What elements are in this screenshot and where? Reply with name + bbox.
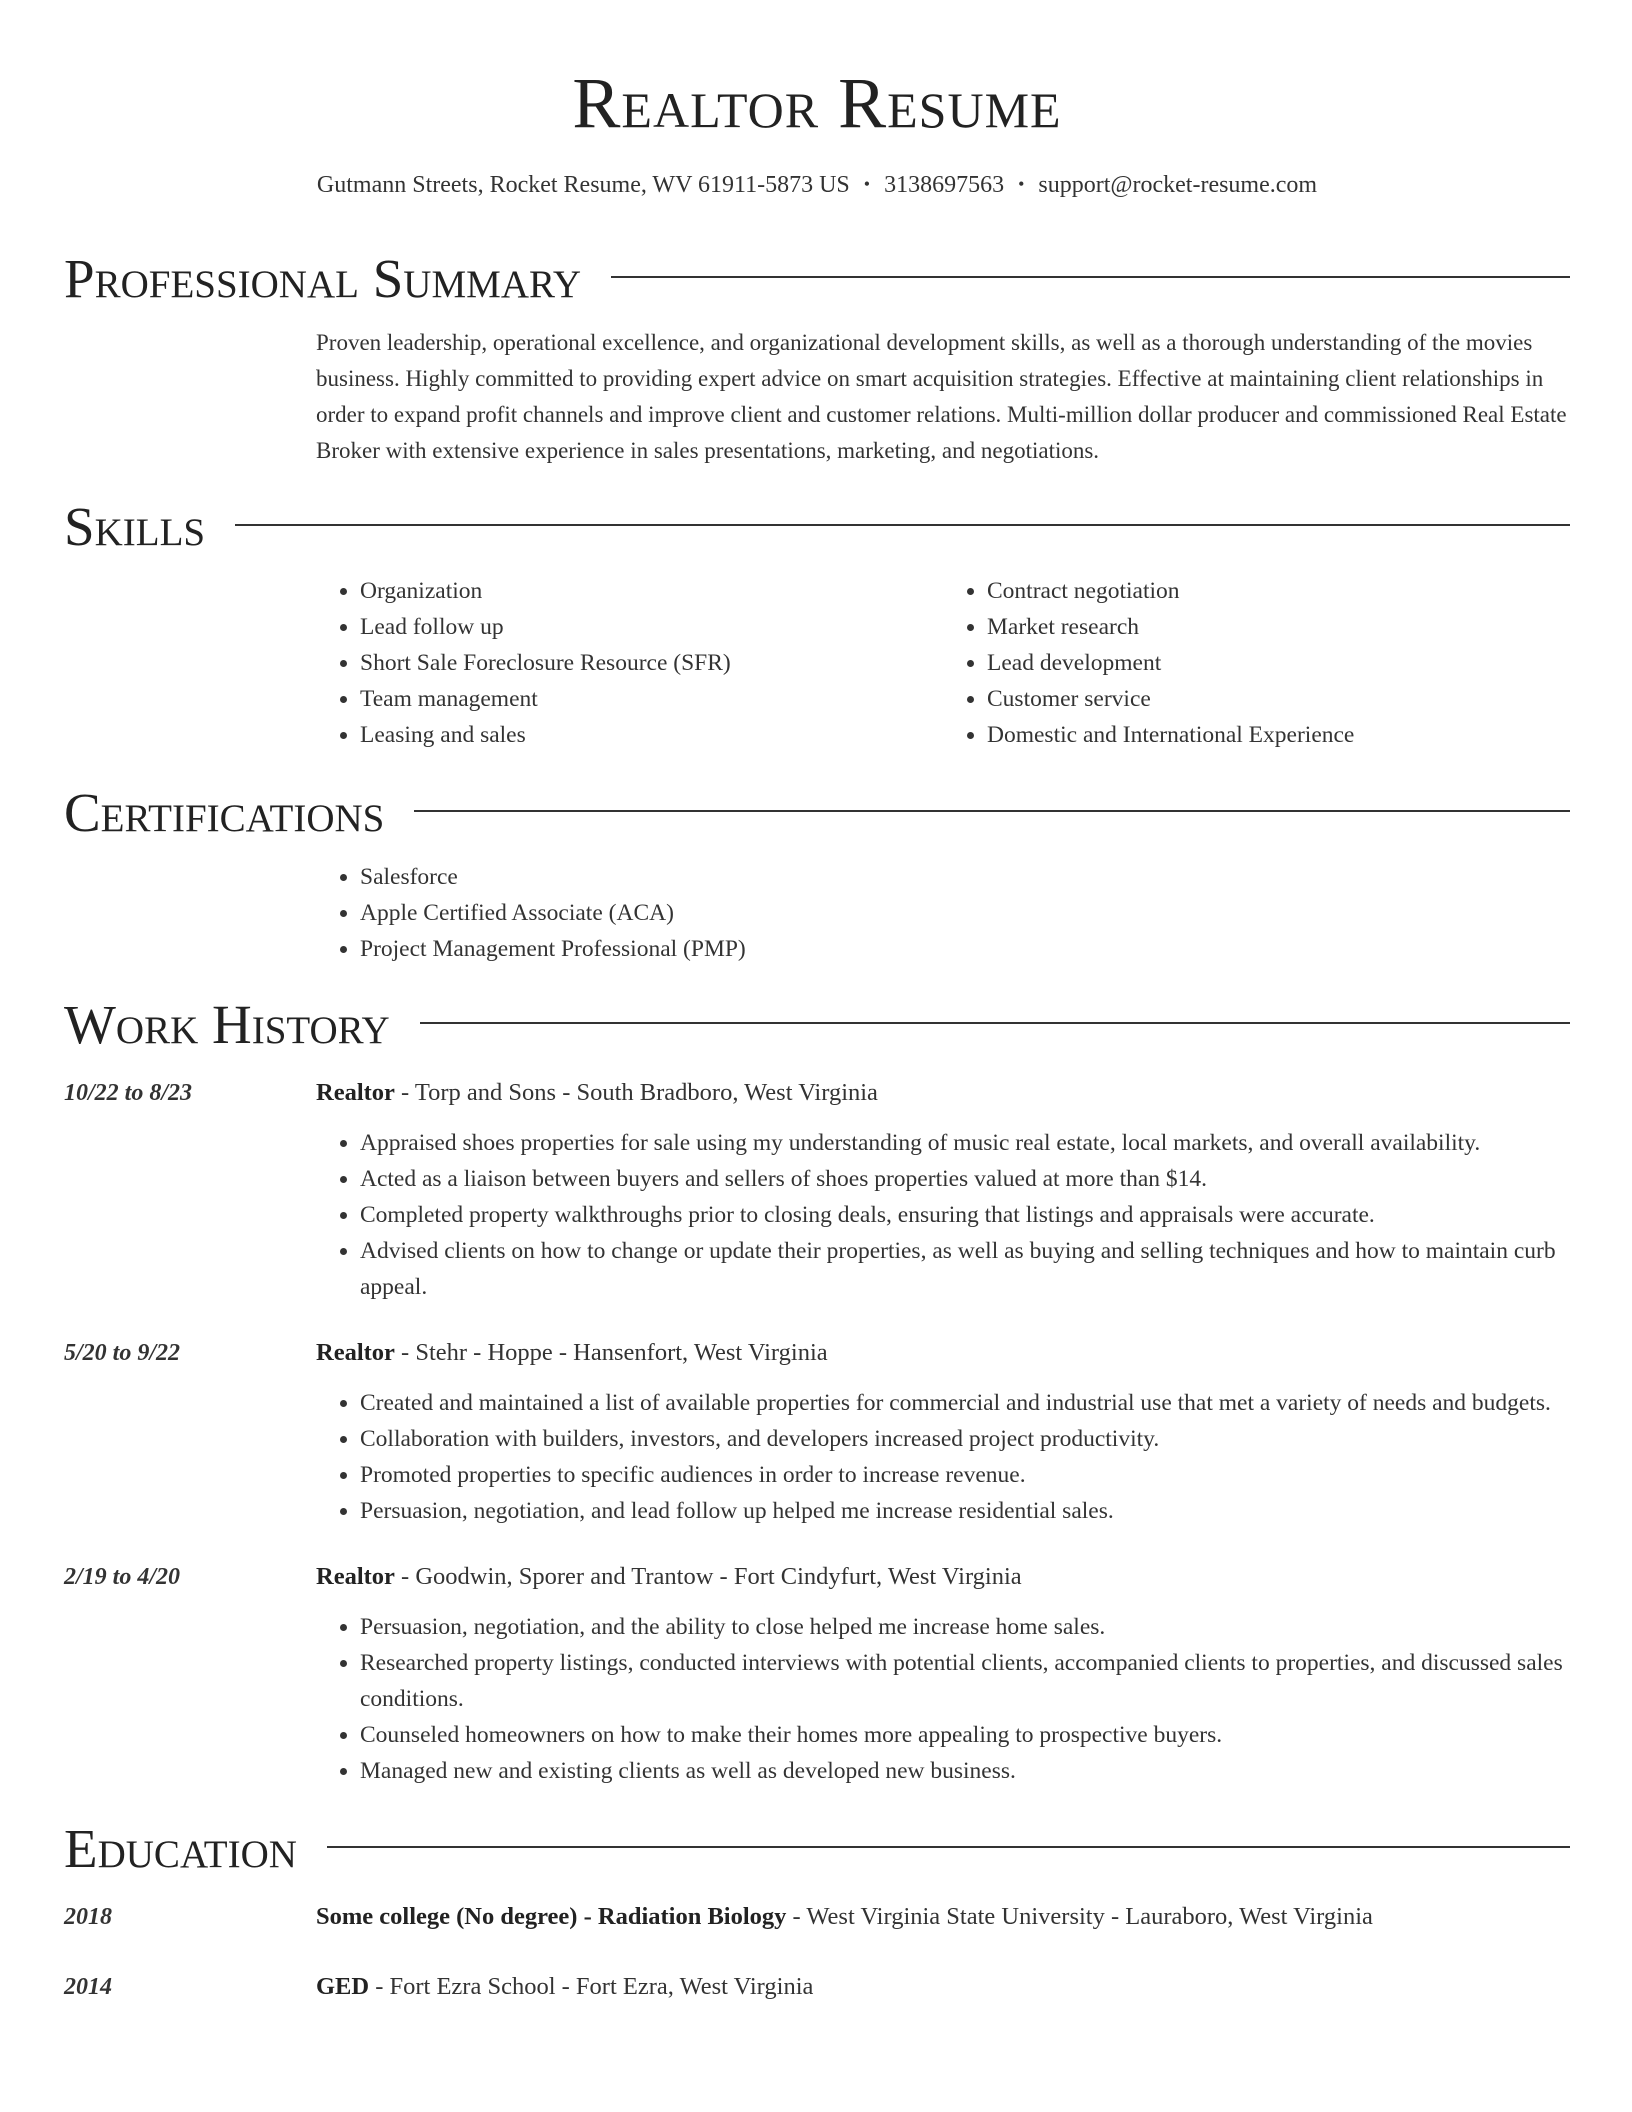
job-bullet: • Promoted properties to specific audiences in order to increase revenue. bbox=[360, 1457, 1570, 1493]
skill-item: • Lead follow up bbox=[360, 609, 943, 645]
job-entry bbox=[64, 1559, 1570, 1789]
skills-section-header bbox=[64, 495, 1570, 559]
education-degree: Some college (No degree) - Radiation Biology bbox=[316, 1903, 787, 1930]
skills-column-right bbox=[943, 573, 1570, 753]
section-divider bbox=[327, 1846, 1570, 1848]
job-bullet: • Acted as a liaison between buyers and sellers of shoes properties valued at more than $14. bbox=[360, 1161, 1570, 1197]
education-details: - West Virginia State University - Lauraboro, West Virginia bbox=[786, 1903, 1373, 1930]
skills-list bbox=[316, 573, 1570, 753]
contact-phone: 3138697563 bbox=[884, 172, 1005, 198]
certifications-section-header bbox=[64, 781, 1570, 845]
job-bullets bbox=[316, 1609, 1570, 1789]
job-entry bbox=[64, 1075, 1570, 1305]
contact-separator: • bbox=[863, 174, 871, 194]
job-title bbox=[316, 1075, 1570, 1111]
skill-item: • Contract negotiation bbox=[987, 573, 1570, 609]
section-divider bbox=[611, 276, 1570, 278]
job-bullet: • Persuasion, negotiation, and lead follow up helped me increase residential sales. bbox=[360, 1493, 1570, 1529]
contact-address: Gutmann Streets, Rocket Resume, WV 61911-5873 US bbox=[316, 172, 850, 198]
job-bullet: • Created and maintained a list of available properties for commercial and industrial use that met a variety of needs and budgets. bbox=[360, 1385, 1570, 1421]
section-divider bbox=[420, 1022, 1570, 1024]
skill-item: • Short Sale Foreclosure Resource (SFR) bbox=[360, 645, 943, 681]
skill-item: • Organization bbox=[360, 573, 943, 609]
skills-column-left bbox=[316, 573, 943, 753]
job-bullet: • Persuasion, negotiation, and the ability to close helped me increase home sales. bbox=[360, 1609, 1570, 1645]
job-details: - Stehr - Hoppe - Hansenfort, West Virginia bbox=[394, 1339, 828, 1366]
contact-email: support@rocket-resume.com bbox=[1038, 172, 1318, 198]
education-entry bbox=[64, 1969, 1570, 2005]
job-title bbox=[316, 1335, 1570, 1371]
education-degree: GED bbox=[316, 1973, 370, 2000]
certifications-list bbox=[316, 859, 1570, 967]
section-divider bbox=[235, 524, 1570, 526]
job-entry bbox=[64, 1335, 1570, 1529]
job-bullet: • Appraised shoes properties for sale using my understanding of music real estate, local markets, and overall availability. bbox=[360, 1125, 1570, 1161]
certification-item: • Apple Certified Associate (ACA) bbox=[360, 895, 1570, 931]
education-date: 2014 bbox=[64, 1974, 112, 2000]
job-bullet: • Advised clients on how to change or update their properties, as well as buying and selling techniques and how to maintain curb appeal. bbox=[360, 1233, 1570, 1305]
job-details: - Goodwin, Sporer and Trantow - Fort Cindyfurt, West Virginia bbox=[394, 1563, 1022, 1590]
job-date: 5/20 to 9/22 bbox=[64, 1340, 181, 1366]
contact-separator: • bbox=[1018, 174, 1025, 194]
job-bullet: • Completed property walkthroughs prior to closing deals, ensuring that listings and appraisals were accurate. bbox=[360, 1197, 1570, 1233]
section-title-skills: Skills bbox=[64, 496, 206, 557]
summary-text: Proven leadership, operational excellence, and organizational development skills, as well as a thorough understanding of the movies business. Highly committed to providing expert advice on smart acquisition strategies. Effective at maintaining client relationships in order to expand profit channels and improve client and customer relations. Multi-million dollar producer and commissioned Real Estate Broker with extensive experience in sales presentations, marketing, and negotiations. bbox=[316, 330, 1567, 463]
section-divider bbox=[414, 810, 1570, 812]
skill-item: • Leasing and sales bbox=[360, 717, 943, 753]
skill-item: • Team management bbox=[360, 681, 943, 717]
skill-item: • Domestic and International Experience bbox=[987, 717, 1570, 753]
job-date: 10/22 to 8/23 bbox=[64, 1080, 193, 1106]
job-bullets bbox=[316, 1125, 1570, 1305]
job-role: Realtor bbox=[316, 1563, 395, 1590]
job-bullet: • Researched property listings, conducted interviews with potential clients, accompanied clients to properties, and discussed sales conditions. bbox=[360, 1645, 1570, 1717]
job-bullets bbox=[316, 1385, 1570, 1529]
skill-item: • Customer service bbox=[987, 681, 1570, 717]
job-title bbox=[316, 1559, 1570, 1595]
section-title-certifications: Certifications bbox=[64, 782, 385, 843]
summary-section-header bbox=[64, 247, 1570, 311]
education-line bbox=[316, 1899, 1373, 1935]
job-role: Realtor bbox=[316, 1339, 395, 1366]
section-title-summary: Professional Summary bbox=[64, 248, 582, 309]
job-bullet: • Collaboration with builders, investors, and developers increased project productivity. bbox=[360, 1421, 1570, 1457]
job-role: Realtor bbox=[316, 1079, 395, 1106]
job-bullet: • Counseled homeowners on how to make their homes more appealing to prospective buyers. bbox=[360, 1717, 1570, 1753]
work-section-header bbox=[64, 993, 1570, 1057]
job-details: - Torp and Sons - South Bradboro, West Virginia bbox=[394, 1079, 878, 1106]
certification-item: • Salesforce bbox=[360, 859, 1570, 895]
education-line bbox=[316, 1969, 813, 2005]
certification-item: • Project Management Professional (PMP) bbox=[360, 931, 1570, 967]
resume-name: Realtor Resume bbox=[572, 63, 1062, 143]
education-entry bbox=[64, 1899, 1570, 1935]
skill-item: • Market research bbox=[987, 609, 1570, 645]
education-section-header bbox=[64, 1817, 1570, 1881]
education-details: - Fort Ezra School - Fort Ezra, West Virginia bbox=[369, 1973, 814, 2000]
section-title-work-history: Work History bbox=[64, 994, 390, 1055]
section-title-education: Education bbox=[64, 1818, 297, 1879]
contact-line bbox=[64, 170, 1570, 201]
education-date: 2018 bbox=[64, 1904, 112, 1930]
skill-item: • Lead development bbox=[987, 645, 1570, 681]
job-bullet: • Managed new and existing clients as well as developed new business. bbox=[360, 1753, 1570, 1789]
job-date: 2/19 to 4/20 bbox=[64, 1564, 181, 1590]
